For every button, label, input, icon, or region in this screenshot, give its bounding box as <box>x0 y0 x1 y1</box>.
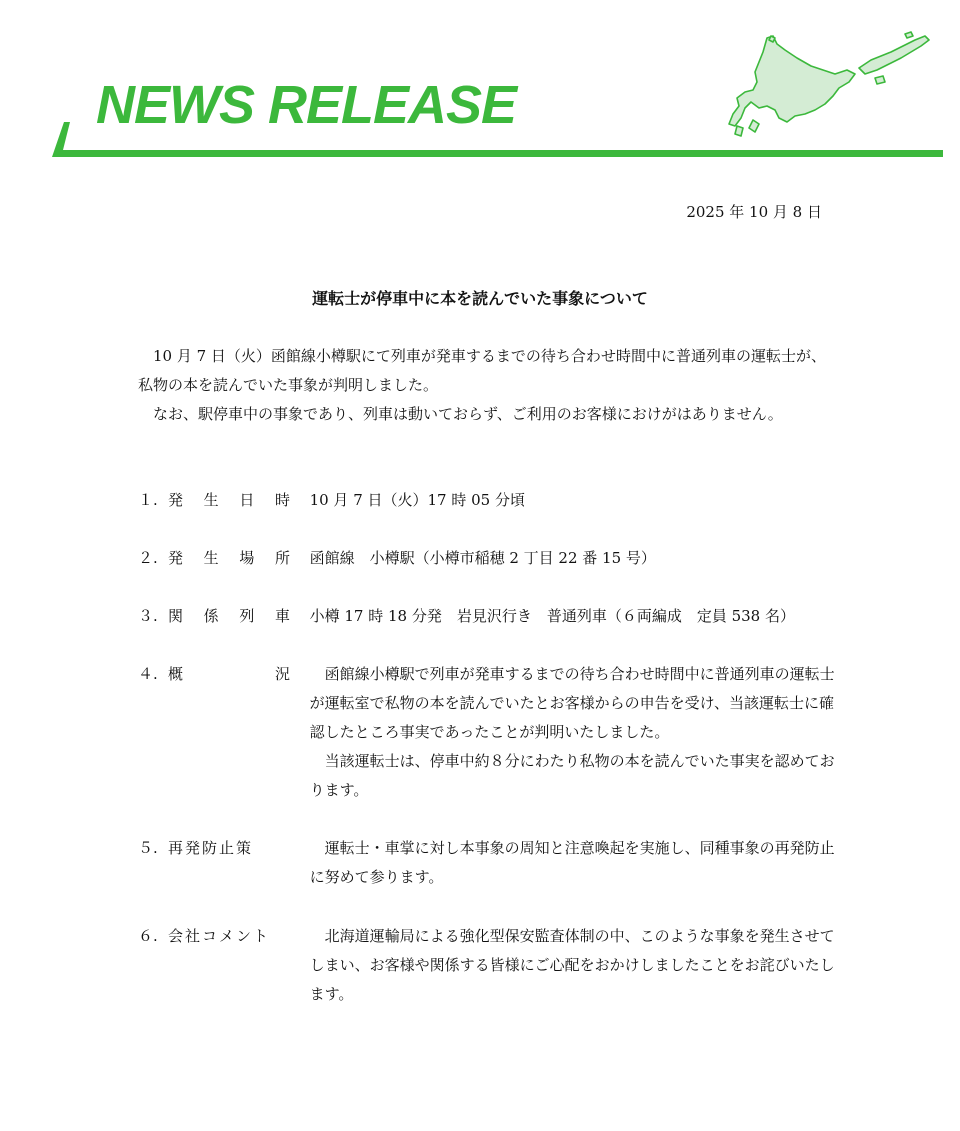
item-occurrence-time <box>138 486 838 515</box>
item-number: ５. <box>138 839 158 857</box>
hokkaido-map-icon <box>725 30 935 145</box>
intro-paragraph: なお、駅停車中の事象であり、列車は動いておらず、ご利用のお客様におけがはありません。 <box>153 405 783 423</box>
intro-section <box>138 342 828 429</box>
release-date: 2025 年 10 月 8 日 <box>686 203 822 221</box>
item-related-train <box>138 602 838 631</box>
item-prevention <box>138 834 838 892</box>
item-body: 10 月 7 日（火）17 時 05 分頃 <box>309 491 525 509</box>
item-label: 再発防止策 <box>168 839 254 857</box>
item-number: ３. <box>138 607 158 625</box>
item-occurrence-place <box>138 544 838 573</box>
news-release-banner: NEWS RELEASE <box>96 75 517 135</box>
item-number: ４. <box>138 665 158 683</box>
item-number: ２. <box>138 549 158 567</box>
item-body: 小樽 17 時 18 分発 岩見沢行き 普通列車（６両編成 定員 538 名） <box>309 607 795 625</box>
intro-paragraph: 10 月 7 日（火）函館線小樽駅にて列車が発車するまでの待ち合わせ時間中に普通列車の運転士が、私物の本を読んでいた事象が判明しました。 <box>138 347 826 394</box>
release-title: 運転士が停車中に本を読んでいた事象について <box>312 289 648 308</box>
item-body: 函館線 小樽駅（小樽市稲穂 2 丁目 22 番 15 号） <box>309 549 656 567</box>
news-release-header <box>0 0 960 170</box>
item-label: 関 係 列 車 <box>168 607 290 625</box>
item-label: 概 況 <box>168 665 290 683</box>
item-body: 北海道運輸局による強化型保安監査体制の中、このような事象を発生させてしまい、お客様や関係する皆様にご心配をおかけしましたことをお詫びいたします。 <box>309 927 835 1003</box>
item-company-comment <box>138 922 838 1009</box>
item-label: 発 生 日 時 <box>168 491 290 509</box>
item-number: １. <box>138 491 158 509</box>
item-body: 函館線小樽駅で列車が発車するまでの待ち合わせ時間中に普通列車の運転士が運転室で私物の本を読んでいたとお客様からの申告を受け、当該運転士に確認したところ事実であったことが判明いたしました。 当該運転士は、停車中約８分にわたり私物の本を読んでいた事実を認めております。 <box>309 665 835 799</box>
item-number: ６. <box>138 927 158 945</box>
item-overview <box>138 660 838 805</box>
item-label: 会社コメント <box>168 927 271 945</box>
item-label: 発 生 場 所 <box>168 549 290 567</box>
item-body: 運転士・車掌に対し本事象の周知と注意喚起を実施し、同種事象の再発防止に努めて参ります。 <box>309 839 835 886</box>
